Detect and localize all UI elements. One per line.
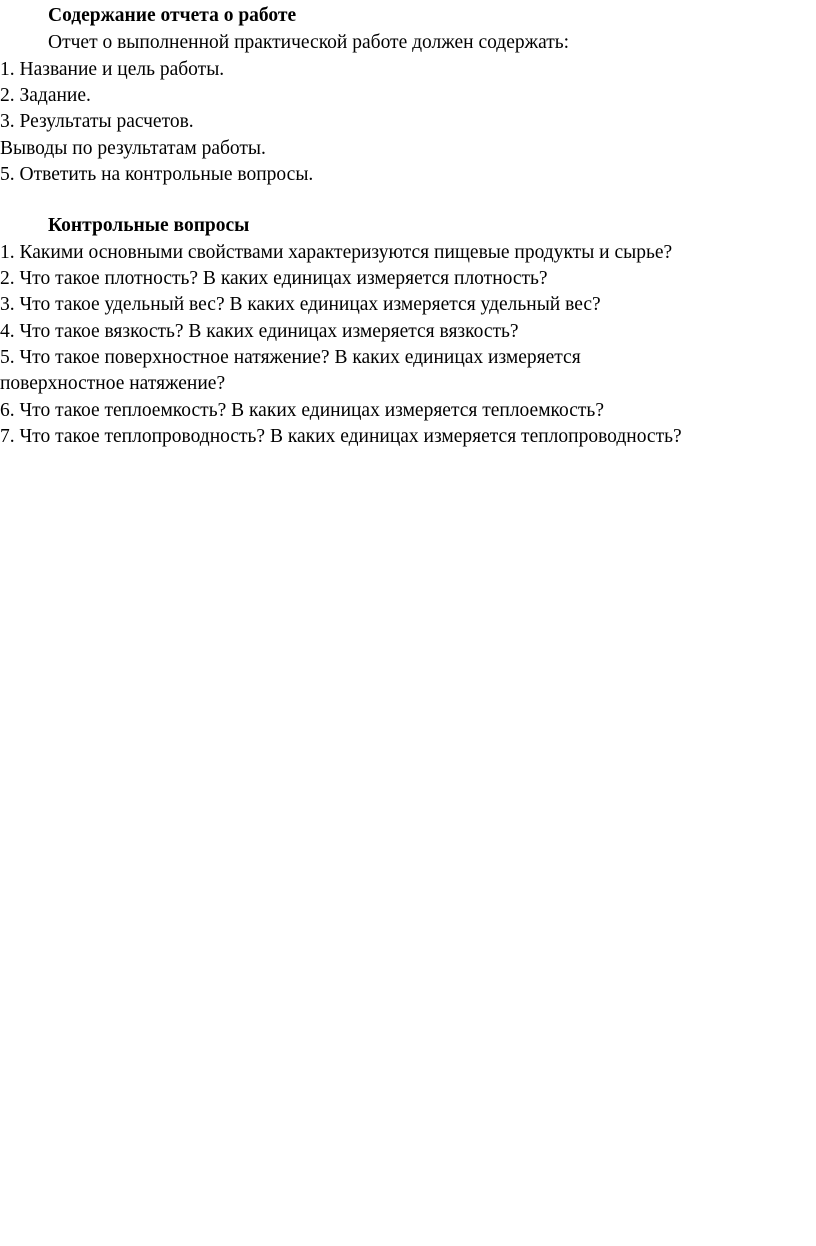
- question-line: 7. Что такое теплопроводность? В каких единицах измеряется теплопроводность?: [0, 426, 682, 447]
- question-line: 4. Что такое вязкость? В каких единицах измеряется вязкость?: [0, 321, 519, 342]
- report-item: 2. Задание.: [0, 85, 91, 106]
- question-line: поверхностное натяжение?: [0, 373, 226, 394]
- question-line: 5. Что такое поверхностное натяжение? В каких единицах измеряется: [0, 347, 581, 368]
- report-heading: Содержание отчета о работе: [48, 5, 297, 26]
- question-line: 2. Что такое плотность? В каких единицах измеряется плотность?: [0, 268, 548, 289]
- questions-heading: Контрольные вопросы: [48, 215, 250, 236]
- question-line: 1. Какими основными свойствами характеризуются пищевые продукты и сырье?: [0, 242, 673, 263]
- report-intro: Отчет о выполненной практической работе должен содержать:: [48, 32, 570, 53]
- question-line: 6. Что такое теплоемкость? В каких единицах измеряется теплоемкость?: [0, 400, 604, 421]
- report-item: 5. Ответить на контрольные вопросы.: [0, 164, 314, 185]
- report-item: 3. Результаты расчетов.: [0, 111, 194, 132]
- report-item: Выводы по результатам работы.: [0, 138, 266, 159]
- report-item: 1. Название и цель работы.: [0, 59, 225, 80]
- question-line: 3. Что такое удельный вес? В каких единицах измеряется удельный вес?: [0, 294, 601, 315]
